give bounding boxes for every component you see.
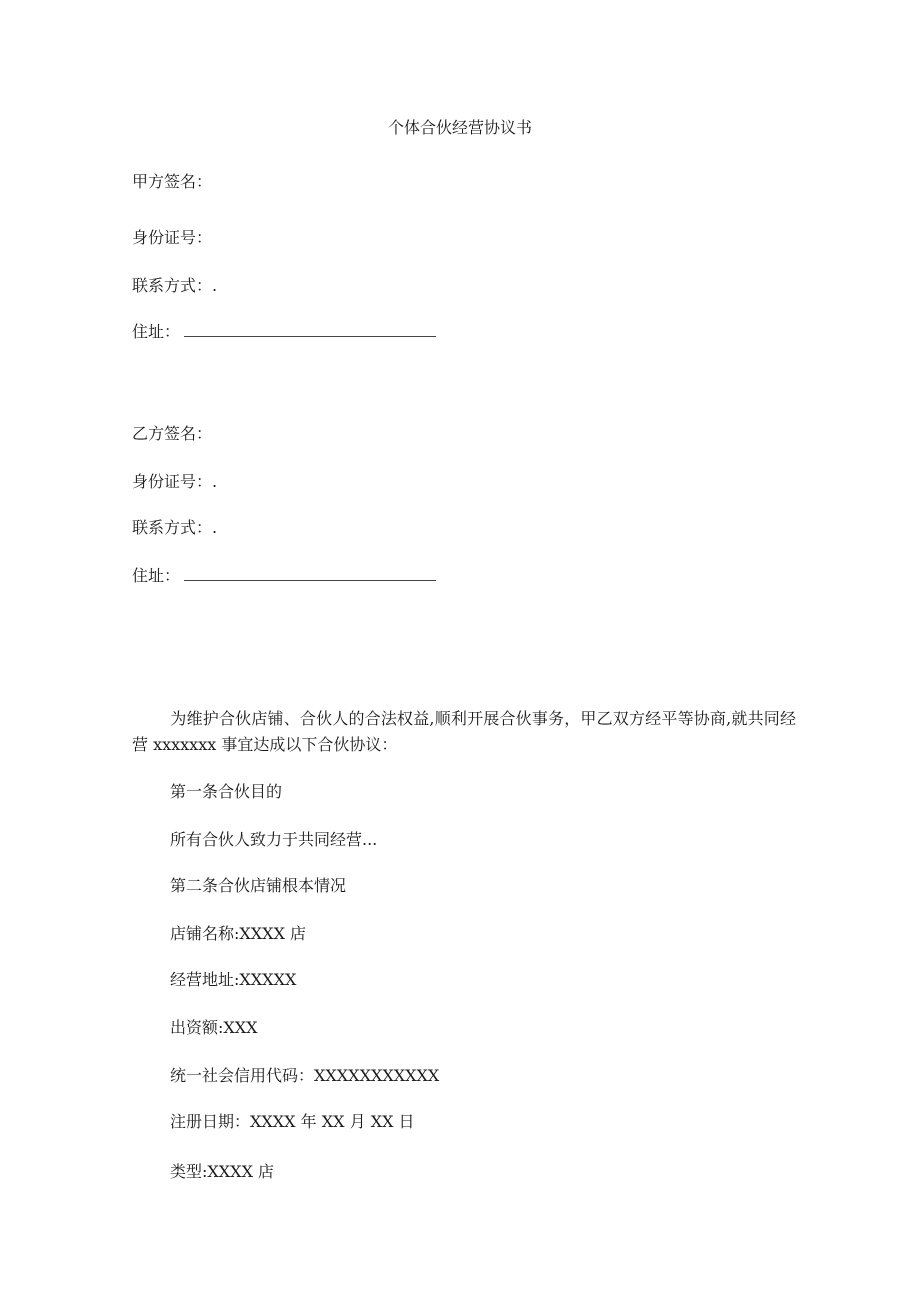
party-a-address-blank — [184, 322, 436, 337]
article2-title: 第二条合伙店铺根本情况 — [170, 876, 347, 895]
shop-type: 类型:XXXX 店 — [170, 1162, 275, 1181]
article1-text: 所有合伙人致力于共同经营... — [170, 830, 378, 849]
party-a-contact-label: 联系方式：. — [132, 276, 218, 295]
party-a-address-row — [132, 322, 436, 342]
party-b-contact-label: 联系方式：. — [132, 518, 218, 537]
business-address: 经营地址:XXXXX — [170, 970, 297, 989]
party-a-address-label: 住址： — [132, 322, 181, 341]
party-b-address-label: 住址： — [132, 566, 181, 585]
credit-code: 统一社会信用代码：XXXXXXXXXXX — [170, 1066, 440, 1085]
party-b-address-row — [132, 566, 436, 586]
party-a-signature-label: 甲方签名： — [132, 172, 213, 191]
registration-date: 注册日期：XXXX 年 XX 月 XX 日 — [170, 1112, 415, 1131]
shop-name: 店铺名称:XXXX 店 — [170, 924, 307, 943]
party-a-id-label: 身份证号： — [132, 228, 213, 247]
article1-title: 第一条合伙目的 — [170, 782, 283, 801]
party-b-id-label: 身份证号：. — [132, 472, 218, 491]
capital-amount: 出资额:XXX — [170, 1018, 258, 1037]
intro-paragraph: 为维护合伙店铺、合伙人的合法权益,顺利开展合伙事务，甲乙双方经平等协商,就共同经营 xxxxxxx 事宜达成以下合伙协议： — [132, 709, 796, 754]
party-b-address-blank — [184, 566, 436, 581]
document-title: 个体合伙经营协议书 — [387, 118, 532, 137]
party-b-signature-label: 乙方签名： — [132, 424, 213, 443]
